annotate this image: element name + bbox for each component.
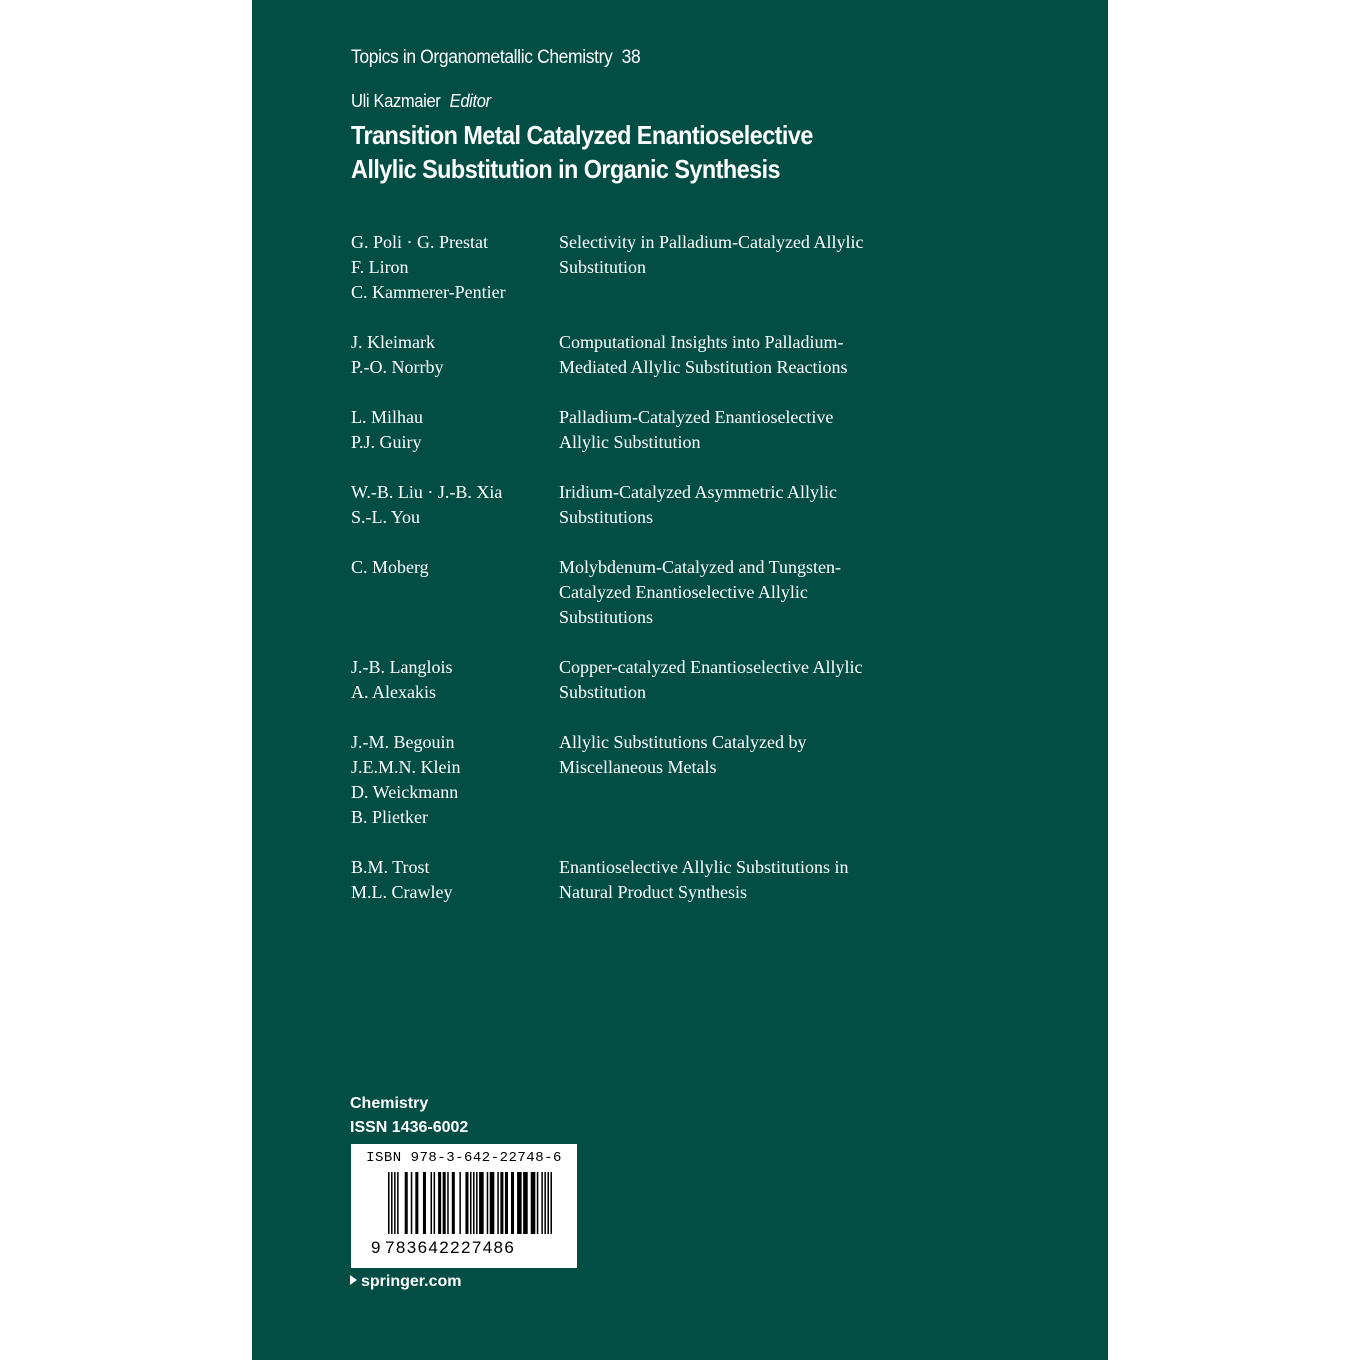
barcode-bar (394, 1172, 396, 1234)
chapter-title-line: Allylic Substitution (559, 432, 701, 452)
series-line (351, 47, 640, 69)
book-title-line-2: Allylic Substitution in Organic Synthesis (351, 154, 781, 184)
barcode-bar (537, 1172, 539, 1234)
website-text[interactable]: springer.com (361, 1273, 462, 1290)
toc-authors (351, 480, 559, 530)
isbn-barcode (351, 1144, 577, 1268)
author-name: B.M. Trost (351, 857, 430, 877)
editor-name: Uli Kazmaier (351, 91, 441, 111)
chapter-title-line: Mediated Allylic Substitution Reactions (559, 357, 848, 377)
series-name: Topics in Organometallic Chemistry (351, 47, 613, 68)
toc-chapter-title (559, 405, 1009, 455)
toc-entry (351, 655, 1011, 705)
barcode-bar (452, 1172, 455, 1234)
chapter-title-line: Catalyzed Enantioselective Allylic (559, 582, 808, 602)
author-name: F. Liron (351, 257, 409, 277)
author-name: P.-O. Norrby (351, 357, 444, 377)
barcode-bar (415, 1172, 418, 1234)
editor-role: Editor (449, 91, 491, 111)
arrow-right-icon (350, 1275, 357, 1285)
barcode-bar (531, 1172, 536, 1234)
barcode-number: 783642227486 (385, 1238, 516, 1257)
toc-authors (351, 855, 559, 905)
toc-authors (351, 405, 559, 455)
table-of-contents (351, 230, 1011, 930)
chapter-title-line: Miscellaneous Metals (559, 757, 717, 777)
barcode-bar (511, 1172, 514, 1234)
barcode-bar (397, 1172, 399, 1234)
barcode-bar (388, 1172, 390, 1234)
chapter-title-line: Allylic Substitutions Catalyzed by (559, 732, 807, 752)
book-back-cover (252, 0, 1108, 1360)
toc-entry (351, 855, 1011, 905)
toc-entry (351, 230, 1011, 305)
toc-authors (351, 730, 559, 830)
toc-chapter-title (559, 730, 1009, 780)
book-title (351, 118, 813, 186)
author-name: J.E.M.N. Klein (351, 757, 461, 777)
barcode-bar (459, 1172, 461, 1234)
chapter-title-line: Substitution (559, 682, 647, 702)
barcode-bar (438, 1172, 441, 1234)
toc-entry (351, 330, 1011, 380)
toc-entry (351, 480, 1011, 530)
subject-label: Chemistry (350, 1095, 429, 1112)
barcode-bar (490, 1172, 495, 1234)
barcode-bar (544, 1172, 546, 1234)
barcode-bar (476, 1172, 478, 1234)
barcode-bar (497, 1172, 499, 1234)
barcode-bar (405, 1172, 408, 1234)
author-name: A. Alexakis (351, 682, 436, 702)
toc-entry (351, 555, 1011, 630)
barcode-bar (411, 1172, 413, 1234)
chapter-title-line: Molybdenum-Catalyzed and Tungsten- (559, 557, 841, 577)
toc-authors (351, 655, 559, 705)
chapter-title-line: Computational Insights into Palladium- (559, 332, 844, 352)
barcode-bar (487, 1172, 489, 1234)
chapter-title-line: Copper-catalyzed Enantioselective Allylic (559, 657, 863, 677)
chapter-title-line: Substitution (559, 257, 647, 277)
author-name: C. Moberg (351, 557, 429, 577)
toc-entry (351, 730, 1011, 830)
barcode-bar (431, 1172, 433, 1234)
author-name: J. Kleimark (351, 332, 435, 352)
barcode-bar (447, 1172, 449, 1234)
barcode-bar (517, 1172, 522, 1234)
issn-label: ISSN 1436-6002 (350, 1119, 469, 1136)
author-name: L. Milhau (351, 407, 423, 427)
author-name: G. Poli · G. Prestat (351, 232, 488, 252)
toc-chapter-title (559, 230, 1009, 280)
barcode-bars (351, 1170, 577, 1240)
website-link[interactable] (350, 1273, 461, 1291)
chapter-title-line: Iridium-Catalyzed Asymmetric Allylic (559, 482, 837, 502)
toc-authors (351, 330, 559, 380)
barcode-bar (550, 1172, 552, 1234)
barcode-bar (465, 1172, 468, 1234)
barcode-bar (443, 1172, 446, 1234)
author-name: W.-B. Liu · J.-B. Xia (351, 482, 503, 502)
barcode-bar (470, 1172, 472, 1234)
barcode-bar (547, 1172, 549, 1234)
chapter-title-line: Palladium-Catalyzed Enantioselective (559, 407, 834, 427)
toc-chapter-title (559, 555, 1009, 630)
chapter-title-line: Natural Product Synthesis (559, 882, 747, 902)
author-name: C. Kammerer-Pentier (351, 282, 506, 302)
chapter-title-line: Substitutions (559, 607, 654, 627)
barcode-lead-digit: 9 (371, 1238, 382, 1257)
barcode-bar (500, 1172, 503, 1234)
author-name: D. Weickmann (351, 782, 459, 802)
toc-chapter-title (559, 655, 1009, 705)
chapter-title-line: Selectivity in Palladium-Catalyzed Allylic (559, 232, 864, 252)
series-volume: 38 (621, 47, 641, 68)
barcode-bar (541, 1172, 543, 1234)
isbn-label: ISBN 978-3-642-22748-6 (366, 1150, 562, 1166)
author-name: S.-L. You (351, 507, 421, 527)
author-name: P.J. Guiry (351, 432, 422, 452)
toc-chapter-title (559, 330, 1009, 380)
chapter-title-line: Substitutions (559, 507, 654, 527)
barcode-bar (423, 1172, 426, 1234)
barcode-bar (479, 1172, 484, 1234)
chapter-title-line: Enantioselective Allylic Substitutions in (559, 857, 849, 877)
author-name: M.L. Crawley (351, 882, 453, 902)
subject-block (350, 1092, 468, 1140)
toc-chapter-title (559, 855, 1009, 905)
toc-entry (351, 405, 1011, 455)
toc-authors (351, 555, 559, 580)
author-name: J.-B. Langlois (351, 657, 453, 677)
author-name: B. Plietker (351, 807, 428, 827)
toc-authors (351, 230, 559, 305)
barcode-bar (473, 1172, 475, 1234)
author-name: J.-M. Begouin (351, 732, 455, 752)
book-title-line-1: Transition Metal Catalyzed Enantioselective (351, 120, 813, 150)
editor-line (351, 91, 491, 112)
toc-chapter-title (559, 480, 1009, 530)
barcode-bar (434, 1172, 436, 1234)
barcode-bar (505, 1172, 508, 1234)
barcode-bar (391, 1172, 393, 1234)
barcode-bar (523, 1172, 528, 1234)
